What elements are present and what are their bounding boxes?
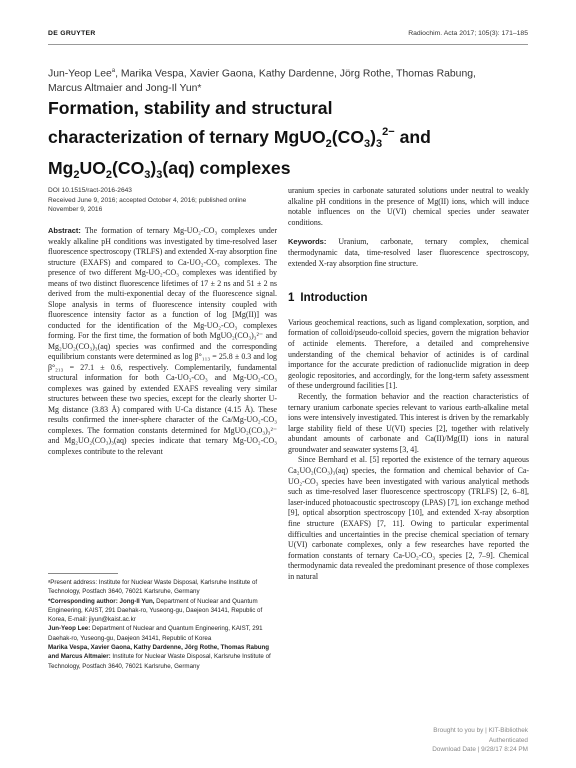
right-column [288, 186, 529, 583]
abstract-text: The formation of ternary Mg-UO₂-CO₃ complexes under weakly alkaline pH conditions was investigated by time-resolved laser fluorescence spectroscopy (TRLFS) and extended X-ray absorption fine structure (EXAFS) and compared to Ca-UO₂-CO₃ complexes. The presence of two different Mg-UO₂-CO₃ complexes was identified by means of two distinct fluorescence lifetimes of 17 ± 2 ns and 51 ± 2 ns derived from the multi-exponential decay of the fluorescence signal. Slope analysis in terms of fluorescence intensity coupled with fluorescence intensity factor as a function of log [Mg(II)] was conducted for the identification of the Mg-UO₂-CO₃ complexes forming. For the first time, the formation of both MgUO₂(CO₃)₃²⁻ and Mg₂UO₂(CO₃)₃(aq) species was confirmed and the corresponding equilibrium constants were determined as log β°₁₁₃ = 25.8 ± 0.3 and log β°₂₁₃ = 27.1 ± 0.6, respectively. Complementarily, fundamental structural information for both Ca-UO₂-CO₃ and Mg-UO₂-CO₃ complexes was gained by extended EXAFS revealing very similar structures between these two species, except for the clearly shorter U-Mg distance (3.83 Å) compared with U-Ca distance (4.15 Å). These results confirmed the inner-sphere character of the Ca/Mg-UO₂-CO₃ complexes. The formation constants determined for MgUO₂(CO₃)₃²⁻ and Mg₂UO₂(CO₃)₃(aq) species indicate that ternary Mg-UO₂-CO₃ complexes contribute to the relevant [48, 226, 277, 456]
footnote-present-address: ᵃPresent address: Institute for Nuclear Waste Disposal, Karlsruhe Institute of Technology, Postfach 3640, 76021 Karlsruhe, Germany [48, 579, 258, 596]
intro-paragraph-3: Since Bernhard et al. [5] reported the existence of the ternary aqueous Ca₂UO₂(CO₃)₃(aq) species, the formation and chemical behavior of Ca-UO₂-CO₃ species have been investigated with various analytical methods such as time-resolved laser fluorescence spectroscopy (TRLFS) [2, 6–8], laser-induced photoacoustic spectroscopy (LPAS) [7], ion exchange method [9], optical absorption spectroscopy [10], and extended X-ray absorption fine structure (EXAFS) [7, 11]. Owing to particular experimental difficulties and uncertainties in the precise chemical speciation of ternary U(VI) carbonate complexes, only a few researches have reported the formation constants of ternary Ca-UO₂-CO₃ species [2, 7–9]. Chemical thermodynamic data revealed the predominant presence of those complexes in natural [288, 455, 529, 581]
footnote-author-affiliation: Jun-Yeop Lee: Department of Nuclear and Quantum Engineering, KAIST, 291 Daehak-ro, Yuseong-gu, Daejeon 34141, Republic of Korea [48, 625, 263, 642]
abstract [48, 226, 277, 457]
abstract-label: Abstract: [48, 226, 81, 235]
published-date: November 9, 2016 [48, 206, 103, 213]
abstract-continued: uranium species in carbonate saturated solutions under neutral to weakly alkaline pH conditions in the presence of Mg(II) ions, which will induce notable influences on the U(VI) chemical species under seawater conditions. [288, 186, 529, 227]
footnote-rule [48, 573, 118, 574]
publisher-name: DE GRUYTER [48, 30, 96, 37]
section-heading-introduction: 1 Introduction [288, 292, 368, 305]
article-metadata [48, 186, 278, 215]
download-footer: Brought to you by | KIT-Bibliothek Authenticated Download Date | 9/28/17 8:24 PM [432, 727, 528, 754]
keywords: Keywords: Uranium, carbonate, ternary complex, chemical thermodynamic data, time-resolved laser fluorescence spectroscopy, extended X-ray absorption fine structure. [288, 237, 529, 268]
footnotes [48, 578, 277, 671]
article-title: Formation, stability and structural characterization of ternary $MgUO_2(CO_3)_3^{2-}$ and $Mg_2UO_2(CO_3)_3(aq)$ complexes [48, 98, 431, 181]
doi[interactable]: DOI 10.1515/ract-2016-2643 [48, 187, 132, 194]
journal-reference: Radiochim. Acta 2017; 105(3): 171–185 [408, 30, 528, 37]
author-list: Jun-Yeop Lee$^a$, Marika Vespa, Xavier Gaona, Kathy Dardenne, Jörg Rothe, Thomas Rabung, Marcus Altmaier and Jong-Il Yun* [48, 68, 476, 95]
footnote-corresponding-author: *Corresponding author: Jong-Il Yun, Department of Nuclear and Quantum Engineering, KAIST, 291 Daehak-ro, Yuseong-gu, Daejeon 34141, Republic of Korea, E-mail: jiyun@kaist.ac.kr [48, 597, 263, 624]
footnote-coauthor-affiliation: Marika Vespa, Xavier Gaona, Kathy Dardenne, Jörg Rothe, Thomas Rabung and Marcus Altmaier: Institute for Nuclear Waste Disposal, Karlsruhe Institute of Technology, Postfach 3640, 76021 Karlsruhe, Germany [48, 644, 271, 670]
received-date: Received June 9, 2016; accepted October 4, 2016; published online [48, 196, 247, 204]
header-rule [48, 44, 528, 45]
page-header [48, 30, 528, 42]
intro-paragraph-2: Recently, the formation behavior and the reaction characteristics of ternary uranium carbonate species relevant to various earth-alkaline metal ions were intensively investigated. This interest is driven by the remarkably large stability field of these U(VI) species [2], together with relatively abundant amounts of carbonate and Ca(II)/Mg(II) ions in natural groundwater and seawater systems [3, 4]. [288, 391, 529, 454]
intro-paragraph-1: Various geochemical reactions, such as ligand complexation, sorption, and formation of colloid/pseudo-colloid species, govern the migration behavior of actinide elements. Therefore, a detailed and comprehensive understanding of the chemical behavior of actinides is of cardinal importance for the accurate prediction of radionuclide migration in deep geologic repositories, and accordingly, for the long-term safety assessment of these underground facilities [1]. [288, 317, 529, 391]
